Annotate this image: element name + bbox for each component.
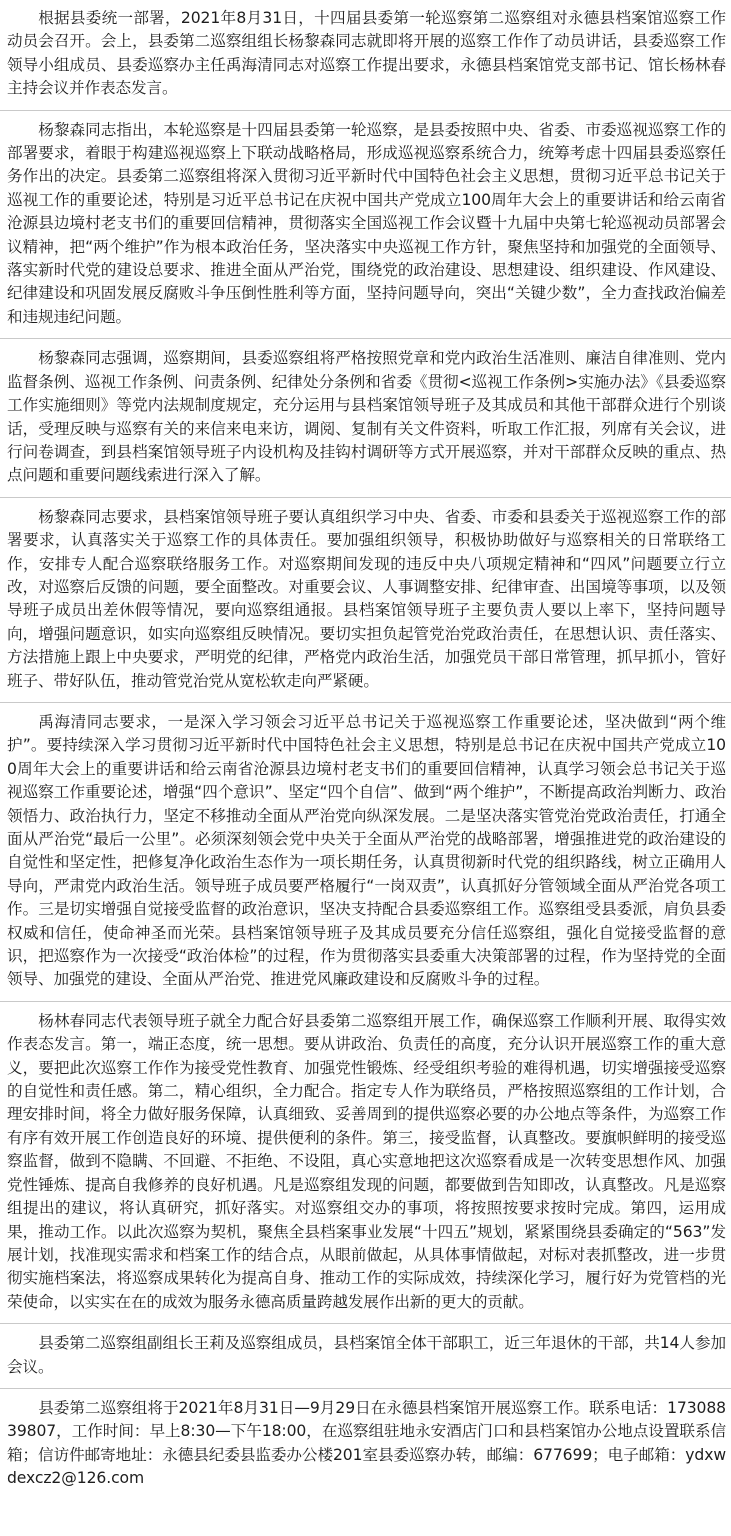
paragraph-yang-lisen-requirements: 杨黎森同志要求，县档案馆领导班子要认真组织学习中央、省委、市委和县委关于巡视巡察工作的部署要求，认真落实关于巡察工作的具体责任。要加强组织领导，积极协助做好与巡察相关的日常联络工作，安排专人配合巡察联络服务工作。对巡察期间发现的违反中央八项规定精神和“四风”问题要立行立改，对巡察后反馈的问题，要全面整改。对重要会议、人事调整安排、纪律审查、出国境等事项，以及领导班子成员出差休假等情况，要向巡察组通报。县档案馆领导班子主要负责人要以上率下，坚持问题导向，增强问题意识，如实向巡察组反映情况。要切实担负起管党治党政治责任，在思想认识、责任落实、方法措施上跟上中央要求，严明党的纪律，严格党内政治生活，加强党员干部日常管理，抓早抓小，管好班子、带好队伍，推动管党治党从宽松软走向严紧硬。 [7, 507, 726, 690]
paragraph-divider [0, 702, 731, 703]
paragraph-divider [0, 1323, 731, 1324]
paragraph-attendees: 县委第二巡察组副组长王莉及巡察组成员，县档案馆全体干部职工，近三年退休的干部，共14人参加会议。 [7, 1334, 726, 1376]
paragraph-divider [0, 497, 731, 498]
paragraph-divider [0, 110, 731, 111]
paragraph-divider [0, 1388, 731, 1389]
paragraph-meeting-overview: 根据县委统一部署，2021年8月31日，十四届县委第一轮巡察第二巡察组对永德县档案馆巡察工作动员会召开。会上，县委第二巡察组组长杨黎森同志就即将开展的巡察工作作了动员讲话，县委巡察工作领导小组成员、县委巡察办主任禹海清同志对巡察工作提出要求，永德县档案馆党支部书记、馆长杨林春主持会议并作表态发言。 [7, 9, 726, 98]
paragraph-yang-lisen-points: 杨黎森同志指出，本轮巡察是十四届县委第一轮巡察，是县委按照中央、省委、市委巡视巡察工作的部署要求，着眼于构建巡视巡察上下联动战略格局，形成巡视巡察系统合力，统筹考虑十四届县委巡察任务作出的决定。县委第二巡察组将深入贯彻习近平新时代中国特色社会主义思想，贯彻习近平总书记关于巡视工作的重要论述，特别是习近平总书记在庆祝中国共产党成立100周年大会上的重要讲话和给云南省沧源县边境村老支书们的重要回信精神，贯彻落实全国巡视工作会议暨十九届中央第七轮巡视动员部署会议精神，把“两个维护”作为根本政治任务，坚决落实中央巡视工作方针，聚焦坚持和加强党的全面领导、落实新时代党的建设总要求、推进全面从严治党，围绕党的政治建设、思想建设、组织建设、作风建设、纪律建设和巩固发展反腐败斗争压倒性胜利等方面，坚持问题导向，突出“关键少数”，全力查找政治偏差和违规违纪问题。 [7, 120, 726, 326]
paragraph-divider [0, 338, 731, 339]
paragraph-yu-haiqing-requirements: 禹海清同志要求，一是深入学习领会习近平总书记关于巡视巡察工作重要论述，坚决做到“两个维护”。要持续深入学习贯彻习近平新时代中国特色社会主义思想，特别是总书记在庆祝中国共产党成立100周年大会上的重要讲话和给云南省沧源县边境村老支书们的重要回信精神，认真学习领会总书记关于巡视巡察工作重要论述，增强“四个意识”、坚定“四个自信”、做到“两个维护”，不断提高政治判断力、政治领悟力、政治执行力，坚定不移推动全面从严治党向纵深发展。二是坚决落实管党治党政治责任，打通全面从严治党“最后一公里”。必须深刻领会党中央关于全面从严治党的战略部署，增强推进党的政治建设的自觉性和坚定性，把修复净化政治生态作为一项长期任务，认真贯彻新时代党的组织路线，树立正确用人导向，严肃党内政治生活。领导班子成员要严格履行“一岗双责”，认真抓好分管领域全面从严治党各项工作。三是切实增强自觉接受监督的政治意识，坚决支持配合县委巡察组工作。巡察组受县委派，肩负县委权威和信任，使命神圣而光荣。县档案馆领导班子及其成员要充分信任巡察组，强化自觉接受监督的意识，把巡察作为一次接受“政治体检”的过程，作为贯彻落实县委重大决策部署的过程，作为坚持党的全面领导、加强党的建设、全面从严治党、推进党风廉政建设和反腐败斗争的过程。 [7, 712, 726, 989]
paragraph-divider [0, 1001, 731, 1002]
paragraph-yang-linchun-statement: 杨林春同志代表领导班子就全力配合好县委第二巡察组开展工作，确保巡察工作顺利开展、取得实效作表态发言。第一，端正态度，统一思想。要从讲政治、负责任的高度，充分认识开展巡察工作的重大意义，要把此次巡察工作作为接受党性教育、加强党性锻炼、经受组织考验的难得机遇，切实增强接受巡察的自觉性和责任感。第二，精心组织，全力配合。指定专人作为联络员，严格按照巡察组的工作计划，合理安排时间，将全力做好服务保障，认真细致、妥善周到的提供巡察必要的办公地点等条件，为巡察工作有序有效开展工作创造良好的环境、提供便利的条件。第三，接受监督，认真整改。要旗帜鲜明的接受巡察监督，做到不隐瞒、不回避、不拒绝、不设阻，真心实意地把这次巡察看成是一次转变思想作风、加强党性锤炼、提高自我修养的良好机遇。凡是巡察组发现的问题，都要做到告知即改，认真整改。凡是巡察组提出的建议，将认真研究，抓好落实。对巡察组交办的事项，将按照按要求按时完成。第四，运用成果，推动工作。以此次巡察为契机，聚焦全县档案事业发展“十四五”规划，紧紧围绕县委确定的“563”发展计划，找准现实需求和档案工作的结合点，从眼前做起，从具体事情做起，对标对表抓整改，进一步贯彻实施档案法，将巡察成果转化为提高自身、推动工作的实际成效，持续深化学习，履行好为党管档的光荣使命，以实实在在的成效为服务永德高质量跨越发展作出新的更大的贡献。 [7, 1011, 726, 1311]
paragraph-yang-lisen-emphasis: 杨黎森同志强调，巡察期间，县委巡察组将严格按照党章和党内政治生活准则、廉洁自律准则、党内监督条例、巡视工作条例、问责条例、纪律处分条例和省委《贯彻<巡视工作条例>实施办法》《县委巡察工作实施细则》等党内法规制度规定，充分运用与县档案馆领导班子及其成员和其他干部群众进行个别谈话，受理反映与巡察有关的来信来电来访，调阅、复制有关文件资料，听取工作汇报，列席有关会议，进行问卷调查，到县档案馆领导班子内设机构及挂钩村调研等方式开展巡察，并对干部群众反映的重点、热点问题和重要问题线索进行深入了解。 [7, 349, 726, 485]
paragraph-contact-info: 县委第二巡察组将于2021年8月31日—9月29日在永德县档案馆开展巡察工作。联系电话：17308839807，工作时间：早上8:30—下午18:00，在巡察组驻地永安酒店门口和县档案馆办公地点设置联系信箱；信访件邮寄地址：永德县纪委县监委办公楼201室县委巡察办转，邮编：677699；电子邮箱：ydxwdexcz2@126.com [7, 1398, 726, 1488]
